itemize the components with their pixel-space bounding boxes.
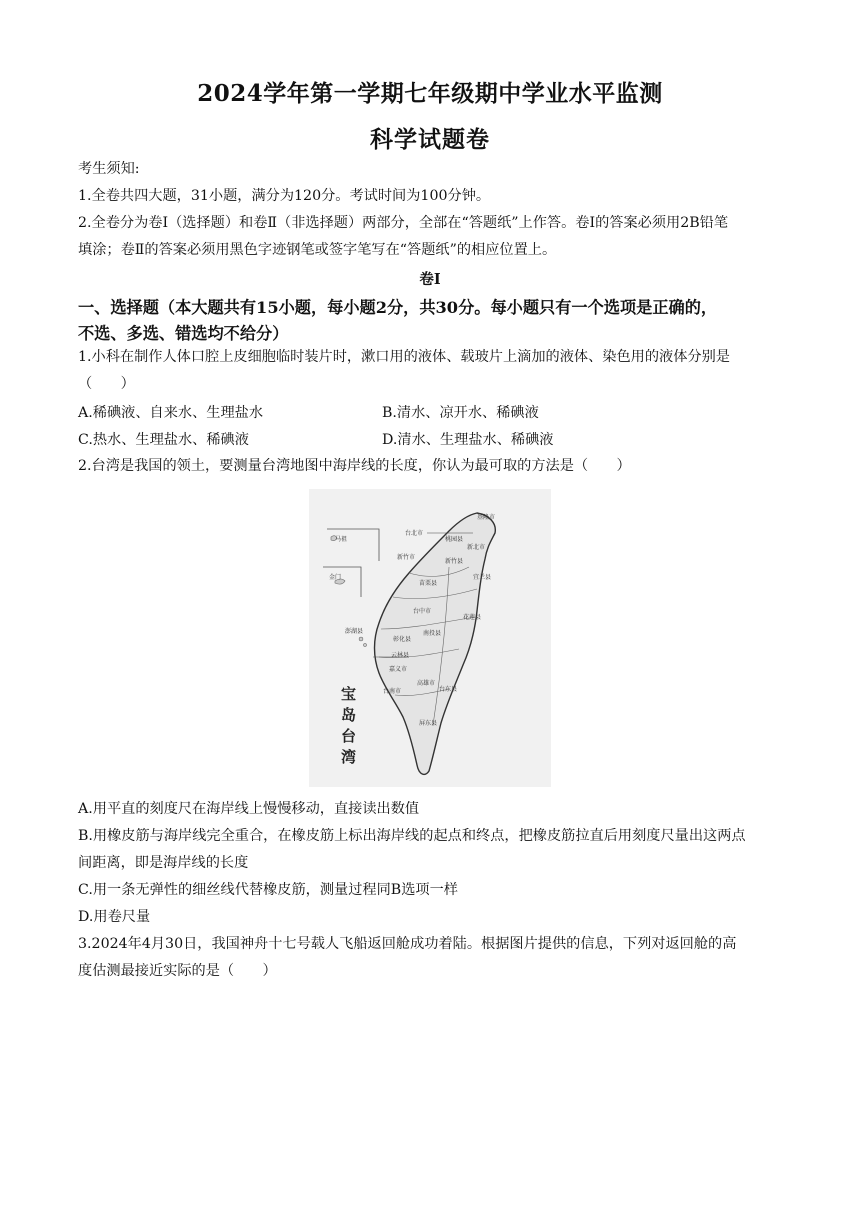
map-title-char-1: 宝 [341,685,357,703]
notice-item-2-line-1: 2.全卷分为卷Ⅰ（选择题）和卷Ⅱ（非选择题）两部分，全部在“答题纸”上作答。卷Ⅰ的答案必须用2B铅笔 [78,215,729,231]
map-label-chiayi: 嘉义市 [389,666,408,673]
q1-option-b: B.清水、凉开水、稀碘液 [382,405,539,421]
map-label-taoyuan: 桃园县 [445,536,464,543]
q1-stem-line-2: （ ） [78,376,135,392]
map-label-taitung: 台东县 [439,686,458,693]
map-label-hsinchu-city: 新竹市 [397,554,416,561]
q1-option-c: C.热水、生理盐水、稀碘液 [78,432,249,448]
section-heading-line-1: 一、选择题（本大题共有15小题，每小题2分，共30分。每小题只有一个选项是正确的， [78,298,718,317]
map-label-kaohsiung: 高雄市 [417,680,436,687]
map-label-yilan: 宜兰县 [473,574,492,581]
volume-heading: 卷Ⅰ [419,271,441,288]
q2-option-d: D.用卷尺量 [78,909,151,925]
map-label-hualien: 花莲县 [463,614,482,621]
map-label-taipei: 台北市 [405,530,424,537]
map-label-taichung: 台中市 [413,608,432,615]
map-label-matsu: 马祖 [335,536,348,543]
map-label-changhua: 彰化县 [393,636,412,643]
map-label-new-taipei: 新北市 [467,544,486,551]
q2-option-b-line-1: B.用橡皮筋与海岸线完全重合，在橡皮筋上标出海岸线的起点和终点，把橡皮筋拉直后用刻度尺量出这两点 [78,828,746,844]
map-title-char-3: 台 [341,727,357,745]
map-label-nantou: 南投县 [423,630,442,637]
section-heading-line-2: 不选、多选、错选均不给分） [78,324,289,343]
taiwan-map-svg [309,489,551,787]
map-title-char-2: 岛 [341,706,357,724]
map-label-kinmen: 金门 [329,574,342,581]
taiwan-map-figure [309,489,551,787]
q3-stem-line-2: 度估测最接近实际的是（ ） [78,963,277,979]
penghu-island [359,637,363,641]
q3-stem-line-1: 3.2024年4月30日，我国神舟十七号载人飞船返回舱成功着陆。根据图片提供的信息，下列对返回舱的高 [78,936,737,952]
q2-option-c: C.用一条无弹性的细丝线代替橡皮筋，测量过程同B选项一样 [78,882,458,898]
notice-heading: 考生须知: [78,161,140,177]
q2-option-a: A.用平直的刻度尺在海岸线上慢慢移动，直接读出数值 [78,801,420,817]
exam-subtitle: 科学试题卷 [370,126,490,153]
q1-option-a: A.稀碘液、自来水、生理盐水 [78,405,264,421]
map-label-pingtung: 屏东县 [419,720,438,727]
map-label-penghu: 澎湖县 [345,628,364,635]
q1-option-d: D.清水、生理盐水、稀碘液 [382,432,554,448]
exam-title: 2024学年第一学期七年级期中学业水平监测 [197,80,663,107]
map-label-miaoli: 苗栗县 [419,580,438,587]
map-label-yunlin: 云林县 [391,652,410,659]
q2-stem: 2.台湾是我国的领土，要测量台湾地图中海岸线的长度，你认为最可取的方法是（ ） [78,458,631,474]
notice-item-1: 1.全卷共四大题，31小题，满分为120分。考试时间为100分钟。 [78,188,491,204]
map-label-keelung: 基隆市 [477,514,496,521]
map-title-char-4: 湾 [341,748,357,766]
notice-item-2-line-2: 填涂；卷Ⅱ的答案必须用黑色字迹钢笔或签字笔写在“答题纸”的相应位置上。 [78,242,557,258]
q1-stem-line-1: 1.小科在制作人体口腔上皮细胞临时装片时，漱口用的液体、载玻片上滴加的液体、染色用的液体分别是 [78,349,730,365]
map-label-hsinchu-county: 新竹县 [445,558,464,565]
map-label-tainan: 台南市 [383,688,402,695]
penghu-island [363,643,366,646]
q2-option-b-line-2: 间距离，即是海岸线的长度 [78,855,249,871]
